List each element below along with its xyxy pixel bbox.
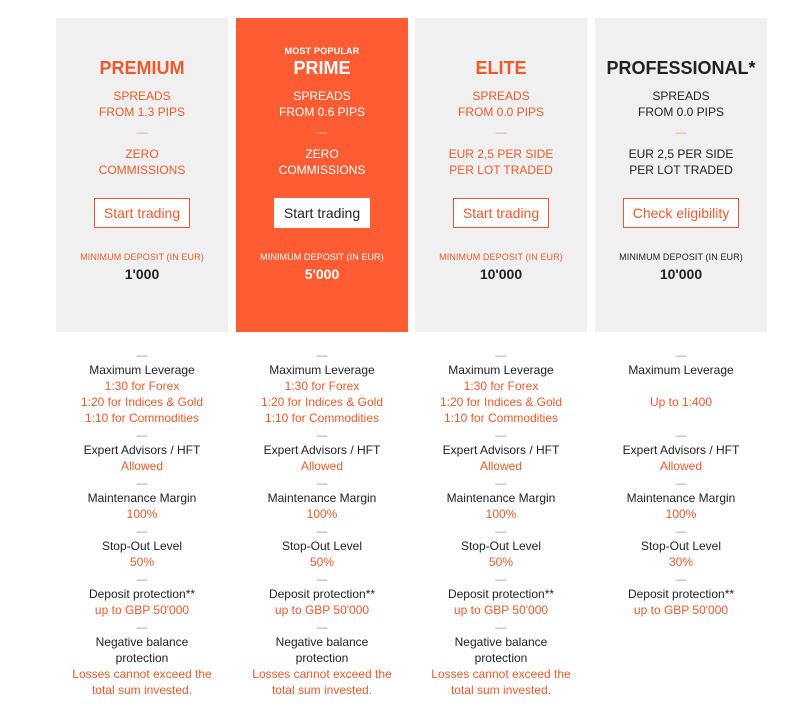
plan-spreads bbox=[458, 88, 544, 120]
expert-advisors bbox=[264, 430, 381, 474]
min-deposit-label: MINIMUM DEPOSIT (IN EUR) bbox=[619, 252, 743, 262]
max-leverage-value-1: 1:30 for Forex bbox=[463, 379, 539, 393]
negative-balance-dash: — bbox=[316, 622, 328, 634]
negative-balance bbox=[67, 622, 217, 698]
plan-features-premium bbox=[56, 350, 228, 702]
plan-spreads-line-1: SPREADS bbox=[113, 89, 171, 103]
plan-spreads bbox=[99, 88, 185, 120]
start-trading-button[interactable]: Start trading bbox=[274, 198, 370, 228]
plan-spreads-line-1: SPREADS bbox=[293, 89, 351, 103]
negative-balance-dash: — bbox=[495, 622, 507, 634]
maintenance-margin bbox=[627, 478, 736, 522]
max-leverage-title: Maximum Leverage bbox=[269, 363, 375, 377]
plan-commissions bbox=[449, 146, 554, 178]
maintenance-margin-value: 100% bbox=[485, 507, 517, 521]
negative-balance bbox=[426, 622, 576, 698]
plan-card-professional bbox=[595, 18, 767, 332]
plan-commissions-line-2: PER LOT TRADED bbox=[449, 163, 553, 177]
plan-commissions-line-1: EUR 2,5 PER SIDE bbox=[628, 147, 734, 161]
negative-balance bbox=[247, 622, 397, 698]
deposit-protection-value: up to GBP 50'000 bbox=[633, 603, 729, 617]
min-deposit-value: 10'000 bbox=[659, 266, 703, 282]
plan-commissions-line-2: COMMISSIONS bbox=[98, 163, 186, 177]
stop-out-level-title: Stop-Out Level bbox=[281, 539, 363, 553]
max-leverage bbox=[81, 350, 203, 426]
plan-commissions-line-2: PER LOT TRADED bbox=[629, 163, 733, 177]
divider-dash: — bbox=[495, 127, 507, 139]
plan-column-elite bbox=[415, 0, 587, 702]
plan-card-premium bbox=[56, 18, 228, 332]
max-leverage bbox=[261, 350, 383, 426]
stop-out-level-value: 50% bbox=[488, 555, 513, 569]
plan-commissions bbox=[99, 146, 186, 178]
plan-commissions-line-1: ZERO bbox=[125, 147, 159, 161]
deposit-protection-dash: — bbox=[316, 574, 328, 586]
negative-balance-value: Losses cannot exceed the total sum invested. bbox=[431, 667, 571, 697]
expert-advisors-title: Expert Advisors / HFT bbox=[83, 443, 201, 457]
expert-advisors-value: Allowed bbox=[659, 459, 702, 473]
start-trading-button[interactable]: Start trading bbox=[453, 198, 549, 228]
expert-advisors bbox=[84, 430, 201, 474]
maintenance-margin-title: Maintenance Margin bbox=[267, 491, 377, 505]
deposit-protection-dash: — bbox=[136, 574, 148, 586]
plan-commissions-line-2: COMMISSIONS bbox=[278, 163, 366, 177]
plan-commissions-line-1: EUR 2,5 PER SIDE bbox=[448, 147, 554, 161]
maintenance-margin bbox=[447, 478, 556, 522]
plan-features-elite bbox=[415, 350, 587, 702]
deposit-protection-title: Deposit protection** bbox=[627, 587, 735, 601]
min-deposit-value: 10'000 bbox=[479, 266, 523, 282]
maintenance-margin-title: Maintenance Margin bbox=[626, 491, 736, 505]
plan-spreads-line-2: FROM 0.0 PIPS bbox=[637, 105, 725, 119]
deposit-protection-dash: — bbox=[495, 574, 507, 586]
plan-features-prime bbox=[236, 350, 408, 702]
plan-column-prime bbox=[236, 0, 408, 702]
negative-balance-value: Losses cannot exceed the total sum invested. bbox=[252, 667, 392, 697]
min-deposit-label: MINIMUM DEPOSIT (IN EUR) bbox=[260, 252, 384, 262]
plan-commissions bbox=[629, 146, 734, 178]
expert-advisors-dash: — bbox=[495, 430, 507, 442]
deposit-protection-title: Deposit protection** bbox=[268, 587, 376, 601]
maintenance-margin-dash: — bbox=[136, 478, 148, 490]
stop-out-level bbox=[282, 526, 362, 570]
max-leverage bbox=[440, 350, 562, 426]
maintenance-margin-dash: — bbox=[316, 478, 328, 490]
plan-card-prime bbox=[236, 18, 408, 332]
deposit-protection-value: up to GBP 50'000 bbox=[453, 603, 549, 617]
max-leverage-title: Maximum Leverage bbox=[448, 363, 554, 377]
stop-out-level bbox=[102, 526, 182, 570]
min-deposit-value: 1'000 bbox=[124, 266, 160, 282]
stop-out-level-value: 30% bbox=[668, 555, 693, 569]
maintenance-margin-value: 100% bbox=[126, 507, 158, 521]
max-leverage-value-3: 1:10 for Commodities bbox=[443, 411, 559, 425]
stop-out-level-dash: — bbox=[136, 526, 148, 538]
popular-badge: MOST POPULAR bbox=[284, 46, 360, 56]
plan-features-professional bbox=[595, 350, 767, 622]
plan-name: PREMIUM bbox=[99, 58, 185, 78]
negative-balance-dash: — bbox=[136, 622, 148, 634]
deposit-protection bbox=[628, 574, 734, 618]
maintenance-margin-value: 100% bbox=[665, 507, 697, 521]
plan-spreads-line-1: SPREADS bbox=[652, 89, 710, 103]
max-leverage-value-2: 1:20 for Indices & Gold bbox=[80, 395, 204, 409]
min-deposit-label: MINIMUM DEPOSIT (IN EUR) bbox=[439, 252, 563, 262]
expert-advisors bbox=[623, 430, 740, 474]
expert-advisors bbox=[443, 430, 560, 474]
plan-spreads-line-2: FROM 0.6 PIPS bbox=[278, 105, 366, 119]
max-leverage-dash: — bbox=[136, 350, 148, 362]
deposit-protection-title: Deposit protection** bbox=[88, 587, 196, 601]
divider-dash: — bbox=[316, 127, 328, 139]
plan-column-premium bbox=[56, 0, 228, 702]
max-leverage-value-3: 1:10 for Commodities bbox=[84, 411, 200, 425]
max-leverage-value-3: 1:10 for Commodities bbox=[264, 411, 380, 425]
maintenance-margin-dash: — bbox=[675, 478, 687, 490]
negative-balance-value: Losses cannot exceed the total sum invested. bbox=[72, 667, 212, 697]
expert-advisors-title: Expert Advisors / HFT bbox=[263, 443, 381, 457]
maintenance-margin-value: 100% bbox=[306, 507, 338, 521]
plan-name: PRIME bbox=[293, 58, 351, 78]
plan-name: ELITE bbox=[475, 58, 527, 78]
stop-out-level-title: Stop-Out Level bbox=[460, 539, 542, 553]
maintenance-margin-dash: — bbox=[495, 478, 507, 490]
maintenance-margin bbox=[268, 478, 377, 522]
stop-out-level-value: 50% bbox=[309, 555, 334, 569]
expert-advisors-value: Allowed bbox=[300, 459, 343, 473]
expert-advisors-title: Expert Advisors / HFT bbox=[622, 443, 740, 457]
max-leverage-dash: — bbox=[495, 350, 507, 362]
deposit-protection bbox=[448, 574, 554, 618]
max-leverage-value-2: 1:20 for Indices & Gold bbox=[260, 395, 384, 409]
divider-dash: — bbox=[136, 127, 148, 139]
plan-name: PROFESSIONAL* bbox=[606, 58, 756, 78]
min-deposit-label: MINIMUM DEPOSIT (IN EUR) bbox=[80, 252, 204, 262]
max-leverage-dash: — bbox=[675, 350, 687, 362]
max-leverage-value-1: 1:30 for Forex bbox=[284, 379, 360, 393]
stop-out-level-dash: — bbox=[316, 526, 328, 538]
deposit-protection bbox=[269, 574, 375, 618]
plan-spreads bbox=[638, 88, 724, 120]
maintenance-margin-title: Maintenance Margin bbox=[446, 491, 556, 505]
stop-out-level-title: Stop-Out Level bbox=[640, 539, 722, 553]
deposit-protection-dash: — bbox=[675, 574, 687, 586]
expert-advisors-value: Allowed bbox=[479, 459, 522, 473]
maintenance-margin bbox=[88, 478, 197, 522]
expert-advisors-value: Allowed bbox=[120, 459, 163, 473]
negative-balance-title: Negative balance protection bbox=[454, 635, 548, 665]
plan-card-elite bbox=[415, 18, 587, 332]
deposit-protection bbox=[89, 574, 195, 618]
expert-advisors-dash: — bbox=[316, 430, 328, 442]
plan-spreads-line-1: SPREADS bbox=[472, 89, 530, 103]
check-eligibility-button[interactable]: Check eligibility bbox=[623, 198, 739, 228]
plan-spreads-line-2: FROM 0.0 PIPS bbox=[457, 105, 545, 119]
negative-balance-title: Negative balance protection bbox=[95, 635, 189, 665]
expert-advisors-dash: — bbox=[136, 430, 148, 442]
expert-advisors-title: Expert Advisors / HFT bbox=[442, 443, 560, 457]
plan-spreads-line-2: FROM 1.3 PIPS bbox=[98, 105, 186, 119]
max-leverage-title: Maximum Leverage bbox=[628, 363, 734, 377]
maintenance-margin-title: Maintenance Margin bbox=[87, 491, 197, 505]
stop-out-level bbox=[641, 526, 721, 570]
stop-out-level-dash: — bbox=[495, 526, 507, 538]
plan-commissions bbox=[279, 146, 366, 178]
plan-spreads bbox=[279, 88, 365, 120]
expert-advisors-dash: — bbox=[675, 430, 687, 442]
plan-column-professional bbox=[595, 0, 767, 622]
max-leverage-dash: — bbox=[316, 350, 328, 362]
max-leverage-value: Up to 1:400 bbox=[649, 395, 713, 409]
max-leverage bbox=[628, 350, 733, 426]
divider-dash: — bbox=[675, 127, 687, 139]
max-leverage-value-1: 1:30 for Forex bbox=[104, 379, 180, 393]
stop-out-level-value: 50% bbox=[129, 555, 154, 569]
deposit-protection-value: up to GBP 50'000 bbox=[94, 603, 190, 617]
stop-out-level bbox=[461, 526, 541, 570]
max-leverage-title: Maximum Leverage bbox=[89, 363, 195, 377]
start-trading-button[interactable]: Start trading bbox=[94, 198, 190, 228]
stop-out-level-dash: — bbox=[675, 526, 687, 538]
deposit-protection-title: Deposit protection** bbox=[447, 587, 555, 601]
plan-commissions-line-1: ZERO bbox=[305, 147, 339, 161]
deposit-protection-value: up to GBP 50'000 bbox=[274, 603, 370, 617]
min-deposit-value: 5'000 bbox=[304, 266, 340, 282]
max-leverage-value-2: 1:20 for Indices & Gold bbox=[439, 395, 563, 409]
negative-balance-title: Negative balance protection bbox=[275, 635, 369, 665]
stop-out-level-title: Stop-Out Level bbox=[101, 539, 183, 553]
